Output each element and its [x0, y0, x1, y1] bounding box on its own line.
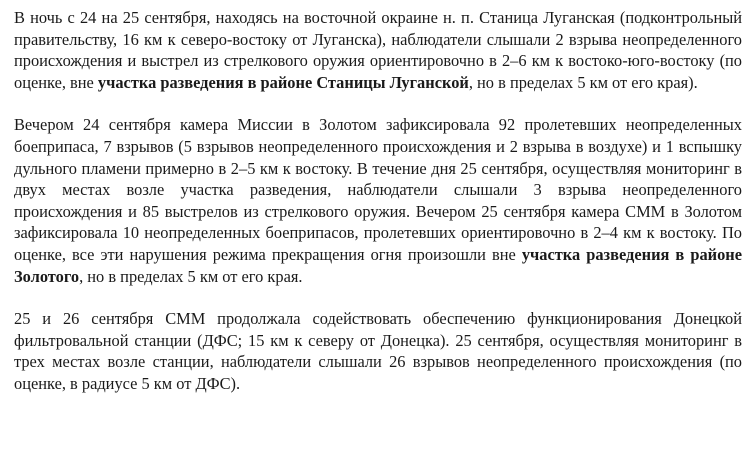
paragraph-stanitsa-luhanska: [14, 7, 742, 93]
paragraph-text: , но в пределах 5 км от его края.: [79, 266, 303, 286]
paragraph-zolote: [14, 114, 742, 287]
paragraph-text: Вечером 24 сентября камера Миссии в Золотом зафиксировала 92 пролетевших неопределенных боеприпаса, 7 взрывов (5 взрывов неопределенного происхождения и 2 взрыва в воздухе) и 1 вспышку дульного пламени примерно в 2–5 км к востоку. В течение дня 25 сентября, осуществляя мониторинг в двух местах возле участка разведения, наблюдатели слышали 3 взрыва неопределенного происхождения и 85 выстрелов из стрелкового оружия. Вечером 25 сентября камера СММ в Золотом зафиксировала 10 неопределенных боеприпасов, пролетевших ориентировочно в 2–4 км к востоку. По оценке, все эти нарушения режима прекращения огня произошли вне: [14, 115, 742, 264]
paragraph-dfs: [14, 308, 742, 394]
paragraph-text: В ночь с 24 на 25 сентября, находясь на восточной окраине н. п. Станица Луганская (подконтрольный правительству, 16 км к северо-востоку от Луганска), наблюдатели слышали 2 взрыва неопределенного происхождения и выстрел из стрелкового оружия ориентировочно в 2–6 км к востоко-юго-востоку (по оценке, вне: [14, 8, 742, 92]
paragraph-text: , но в пределах 5 км от его края).: [468, 72, 698, 92]
disengagement-area-zolote: участка разведения в районе Золотого: [14, 244, 743, 286]
paragraph-text: 25 и 26 сентября СММ продолжала содействовать обеспечению функционирования Донецкой фильтровальной станции (ДФС; 15 км к северу от Донецка). 25 сентября, осуществляя мониторинг в трех местах возле станции, наблюдатели слышали 26 взрывов неопределенного происхождения (по оценке, в радиусе 5 км от ДФС).: [14, 309, 742, 393]
disengagement-area-stanitsa-luhanska: участка разведения в районе Станицы Луганской: [97, 72, 469, 92]
